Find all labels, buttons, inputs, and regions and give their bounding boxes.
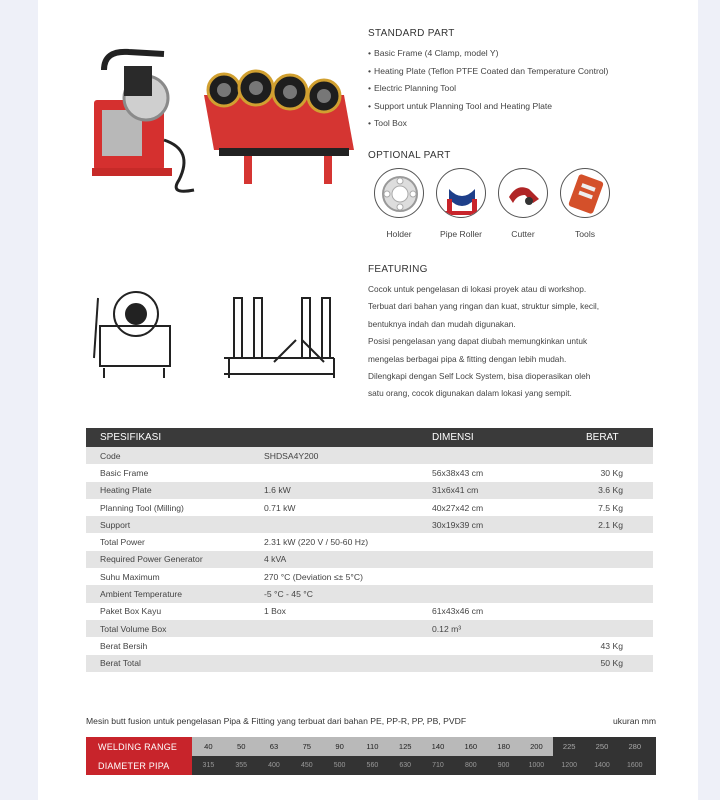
spec-cell (564, 585, 653, 602)
spec-row (86, 620, 653, 637)
spec-cell (564, 447, 653, 464)
spec-cell (254, 620, 404, 637)
standard-part-list (368, 45, 668, 133)
optional-part-section (368, 150, 668, 161)
welding-range-bar (86, 737, 656, 775)
range-cell: 1200 (561, 762, 577, 769)
spec-cell: 50 Kg (564, 655, 653, 672)
range-cell: 180 (487, 737, 520, 756)
list-item: • Tool Box (368, 115, 668, 133)
feature-line: Posisi pengelasan yang dapat diubah memungkinkan untuk (368, 336, 588, 347)
range-cell: 560 (366, 762, 379, 769)
spec-cell: Total Volume Box (86, 620, 254, 637)
unit-label: ukuran mm (613, 716, 656, 726)
feature-line: Dilengkapi dengan Self Lock System, bisa dioperasikan oleh (368, 371, 591, 382)
spec-cell (404, 533, 564, 550)
spec-cell (404, 585, 564, 602)
featuring-title: FEATURING (368, 264, 428, 275)
spec-cell: Heating Plate (86, 482, 254, 499)
range-cell: 160 (454, 737, 487, 756)
spec-header-spesifikasi: SPESIFIKASI (86, 428, 254, 447)
range-cell: 140 (422, 737, 455, 756)
spec-cell: Paket Box Kayu (100, 606, 162, 617)
welding-range-label: WELDING RANGE (98, 742, 178, 752)
feature-line: satu orang, cocok digunakan dalam lokasi yang sempit. (368, 388, 572, 399)
pipe-roller-icon (436, 168, 486, 218)
spec-cell: 3.6 Kg (564, 482, 653, 499)
material-note (86, 716, 656, 726)
range-cell: 200 (520, 737, 553, 756)
product-sheet (38, 0, 698, 800)
range-cell: 710 (432, 762, 444, 769)
spec-cell (404, 551, 564, 568)
optional-part-title: OPTIONAL PART (368, 150, 451, 161)
list-item: • Basic Frame (4 Clamp, model Y) (368, 45, 668, 63)
spec-cell: 4 kVA (254, 551, 404, 568)
spec-cell: 30 Kg (600, 467, 623, 478)
spec-row (86, 551, 653, 568)
optional-item-pipe-roller (432, 168, 490, 239)
spec-cell: 1 Box (264, 606, 286, 617)
spec-row (86, 585, 653, 602)
list-item: • Electric Planning Tool (368, 80, 668, 98)
spec-cell (564, 533, 653, 550)
range-cell: 75 (290, 737, 323, 756)
feature-line: mengelas berbagai pipa & fitting dengan lebih mudah. (368, 353, 567, 364)
spec-cell: 61x43x46 cm (432, 606, 484, 617)
spec-row (86, 464, 653, 481)
spec-cell (254, 464, 404, 481)
spec-cell (254, 516, 404, 533)
spec-row (86, 637, 653, 654)
range-cell: 900 (497, 762, 510, 769)
spec-cell: Basic Frame (100, 467, 149, 478)
featuring-section (368, 264, 668, 403)
spec-cell: 31x6x41 cm (404, 482, 564, 499)
range-cell: 280 (628, 742, 642, 751)
spec-cell: 56x38x43 cm (432, 467, 484, 478)
range-cell: 110 (356, 737, 389, 756)
spec-row (86, 655, 653, 672)
welding-range-cells (192, 737, 656, 775)
welding-range-header (86, 737, 192, 775)
spec-cell: SHDSA4Y200 (254, 447, 404, 464)
range-cell: 450 (300, 762, 313, 769)
spec-row (86, 447, 653, 464)
spec-cell: 0.71 kW (264, 502, 296, 513)
spec-cell (564, 551, 653, 568)
material-note-text: Mesin butt fusion untuk pengelasan Pipa & Fitting yang terbuat dari bahan PE, PP-R, PP, PB, PVDF (86, 716, 467, 726)
optional-item-label: Holder (386, 229, 412, 239)
spec-header-row (86, 428, 653, 447)
spec-cell: Berat Bersih (100, 640, 148, 651)
technical-drawing (84, 278, 374, 388)
range-cell: 315 (202, 762, 215, 769)
spec-cell: 2.1 Kg (564, 516, 653, 533)
spec-cell: 0.12 m³ (404, 620, 564, 637)
spec-cell: -5 °C - 45 °C (254, 585, 404, 602)
optional-item-holder (370, 168, 428, 239)
spec-cell: 40x27x42 cm (432, 502, 484, 513)
feature-line: bentuknya indah dan mudah digunakan. (368, 318, 516, 329)
spec-cell (564, 568, 653, 585)
range-cell: 500 (333, 762, 346, 769)
optional-item-cutter (494, 168, 552, 239)
range-cell: 400 (268, 762, 280, 769)
list-item: • Heating Plate (Teflon PTFE Coated dan Temperature Control) (368, 63, 668, 81)
spec-header-berat: BERAT (564, 428, 653, 447)
range-cell: 225 (562, 742, 576, 751)
optional-part-list (368, 168, 648, 246)
spec-cell (254, 655, 404, 672)
range-cell: 1400 (594, 762, 610, 769)
feature-line: Terbuat dari bahan yang ringan dan kuat, struktur simple, kecil, (368, 301, 600, 312)
range-cell: 250 (595, 742, 609, 751)
spec-cell: 270 °C (Deviation ≤± 5°C) (264, 571, 363, 582)
spec-cell: Total Power (100, 537, 145, 548)
spec-cell: 1.6 kW (254, 482, 404, 499)
range-cell: 1000 (528, 762, 545, 769)
range-cell: 630 (399, 762, 412, 769)
range-cell: 1600 (627, 762, 643, 769)
spec-cell: Suhu Maximum (100, 571, 160, 582)
feature-line: Cocok untuk pengelasan di lokasi proyek atau di workshop. (368, 284, 587, 294)
cutter-icon (498, 168, 548, 218)
list-item: • Support untuk Planning Tool and Heating Plate (368, 98, 668, 116)
range-row-top (192, 737, 656, 756)
spec-row (86, 516, 653, 533)
spec-cell: 2.31 kW (220 V / 50-60 Hz) (264, 537, 369, 548)
spec-cell: 30x19x39 cm (404, 516, 564, 533)
spec-row (86, 533, 653, 550)
range-cell: 90 (323, 737, 356, 756)
spec-table (86, 428, 653, 672)
optional-item-label: Cutter (511, 229, 535, 239)
range-row-bottom (192, 756, 656, 775)
spec-cell: Berat Total (86, 655, 254, 672)
spec-cell (404, 637, 564, 654)
optional-item-label: Pipe Roller (439, 229, 483, 239)
range-cell: 50 (225, 737, 258, 756)
spec-cell (404, 447, 564, 464)
spec-row (86, 603, 653, 620)
spec-cell: Ambient Temperature (86, 585, 254, 602)
range-cell: 40 (192, 737, 225, 756)
spec-cell: Required Power Generator (86, 551, 254, 568)
range-cell: 355 (235, 762, 248, 769)
spec-cell: Code (86, 447, 254, 464)
machine-photo (84, 40, 374, 205)
spec-cell (404, 568, 564, 585)
spec-cell (564, 620, 653, 637)
holder-icon (374, 168, 424, 218)
spec-cell: Support (86, 516, 254, 533)
spec-cell (564, 603, 653, 620)
optional-item-label: Tools (574, 229, 596, 239)
standard-part-title: STANDARD PART (368, 28, 455, 39)
range-cell: 800 (464, 762, 477, 769)
spec-body (86, 447, 653, 672)
optional-item-tools (556, 168, 614, 239)
standard-part-section (368, 28, 668, 133)
diameter-pipa-label: DIAMETER PIPA (98, 761, 170, 771)
spec-cell (404, 655, 564, 672)
spec-cell: Planning Tool (Milling) (100, 502, 184, 513)
range-cell: 63 (258, 737, 291, 756)
spec-row (86, 482, 653, 499)
spec-cell (254, 637, 404, 654)
range-cell: 125 (389, 737, 422, 756)
tools-icon (560, 168, 610, 218)
spec-header-value (254, 428, 404, 447)
spec-row (86, 499, 653, 516)
spec-cell: 43 Kg (600, 640, 623, 651)
spec-header-dimensi: DIMENSI (404, 428, 564, 447)
spec-row (86, 568, 653, 585)
spec-cell: 7.5 Kg (598, 502, 623, 513)
